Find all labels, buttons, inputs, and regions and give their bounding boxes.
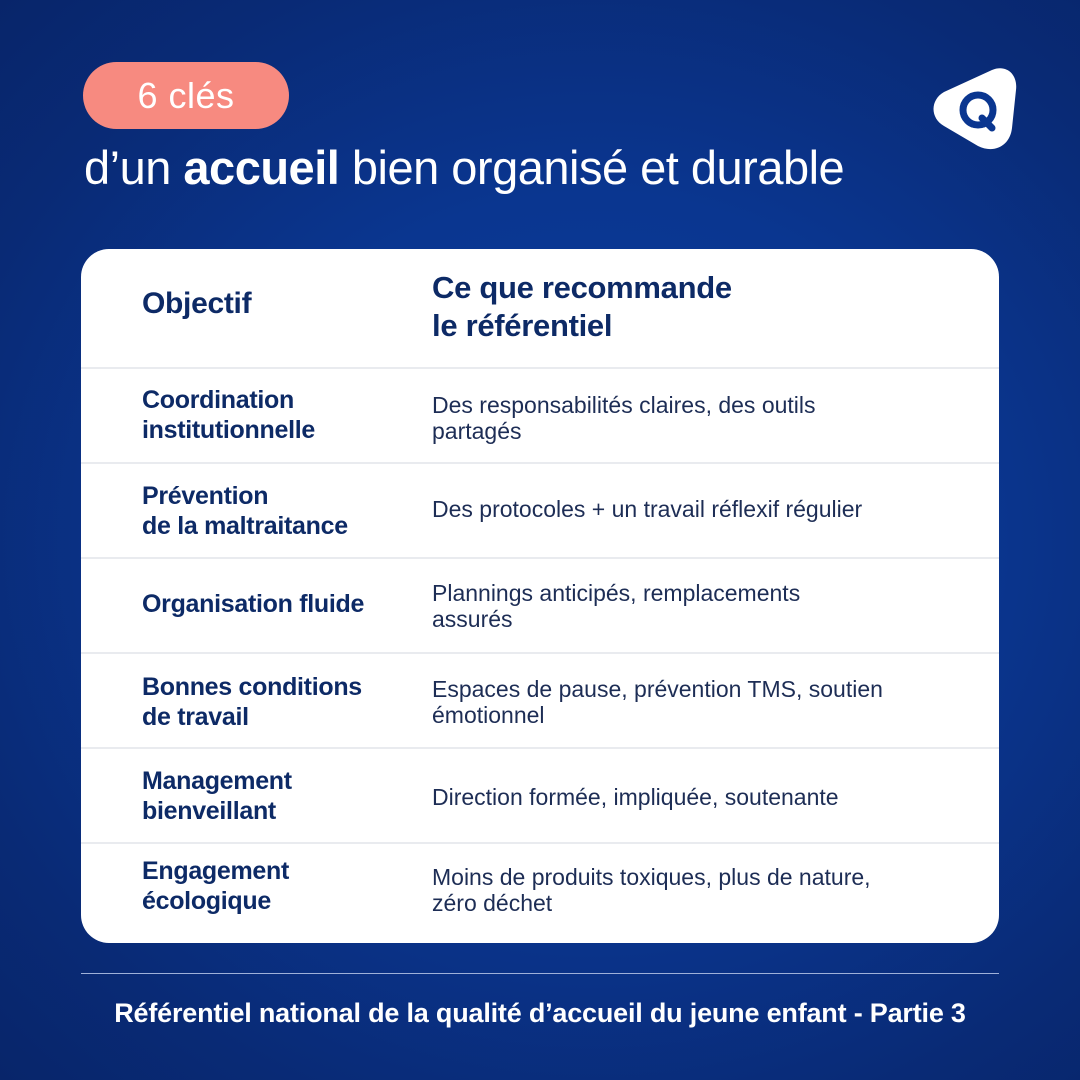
page-title: d’un accueil bien organisé et durable [84, 141, 845, 194]
table-row: Engagement écologique Moins de produits toxiques, plus de nature, zéro déchet [81, 842, 999, 943]
table-row: Bonnes conditions de travail Espaces de pause, prévention TMS, soutien émotionnel [81, 652, 999, 747]
table-row: Prévention de la maltraitance Des protocoles + un travail réflexif régulier [81, 462, 999, 557]
footer-caption: Référentiel national de la qualité d’accueil du jeune enfant - Partie 3 [114, 998, 966, 1028]
table-header-row [81, 249, 999, 367]
table-row: Management bienveillant Direction formée, impliquée, soutenante [81, 747, 999, 842]
keys-badge: 6 clés [83, 62, 289, 129]
table-row: Organisation fluide Plannings anticipés, remplacements assurés [81, 557, 999, 652]
q-logo-icon [932, 66, 1018, 150]
table-row: Coordination institutionnelle Des responsabilités claires, des outils partagés [81, 367, 999, 462]
header-objective: Objectif [142, 287, 252, 320]
header-recommendation: Ce que recommande le référentiel [432, 270, 732, 343]
footer-divider [81, 973, 999, 974]
objectives-table [81, 249, 999, 943]
